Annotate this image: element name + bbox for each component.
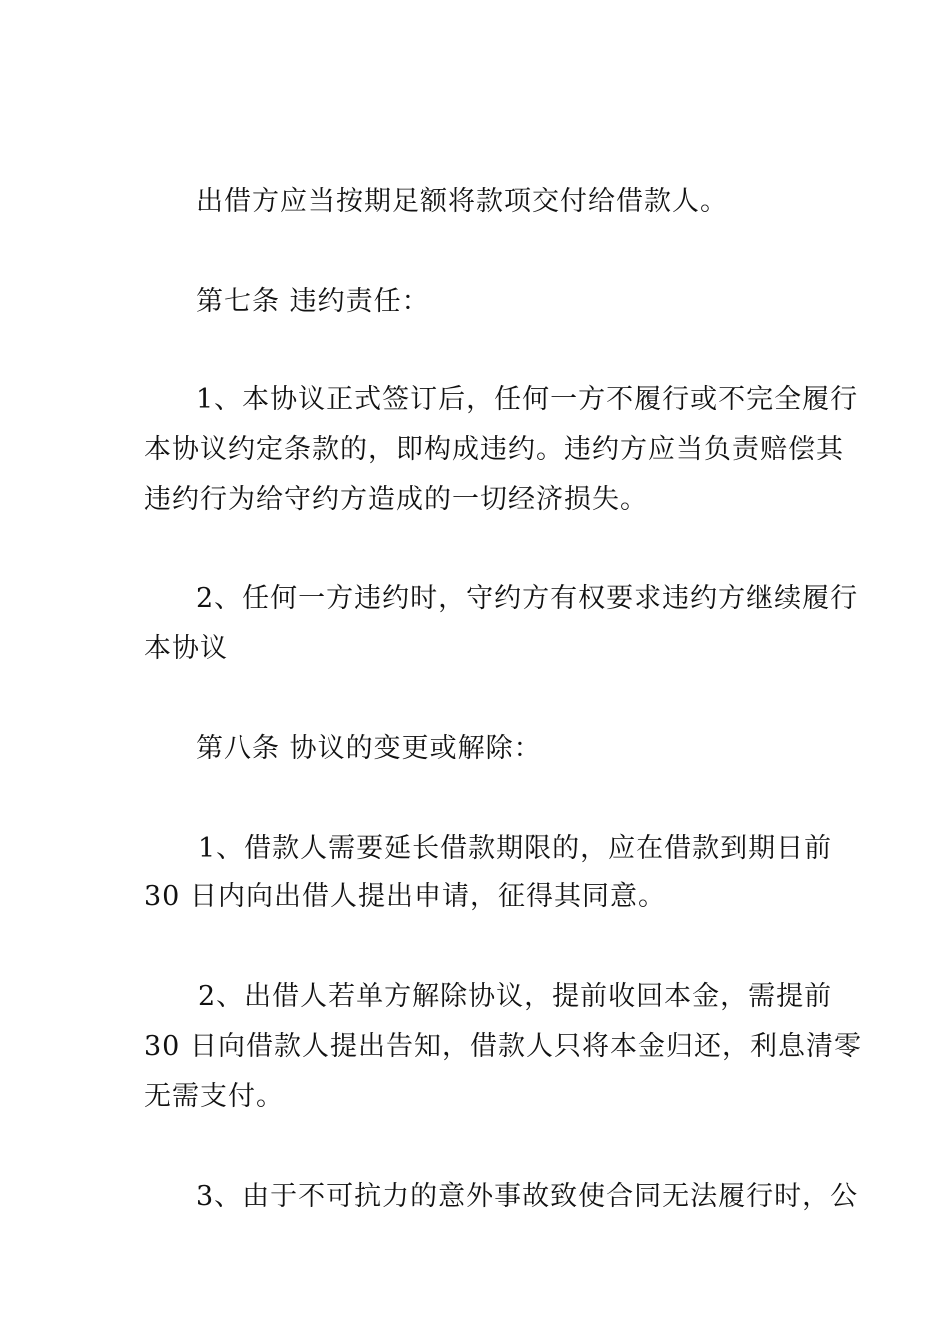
article-8-clause-3-line-1: 3、由于不可抗力的意外事故致使合同无法履行时，公: [196, 1181, 859, 1212]
article-8-heading: 第八条 协议的变更或解除：: [196, 733, 542, 764]
article-7-clause-2-line-1: 2、任何一方违约时，守约方有权要求违约方继续履行: [196, 583, 859, 614]
article-8-clause-1-line-1: 1、借款人需要延长借款期限的，应在借款到期日前: [198, 833, 833, 864]
article-7-heading: 第七条 违约责任：: [196, 286, 430, 317]
article-7-clause-2-line-2: 本协议: [144, 633, 228, 664]
article-7-clause-1-line-1: 1、本协议正式签订后，任何一方不履行或不完全履行: [196, 384, 859, 415]
article-8-clause-2-line-3: 无需支付。: [144, 1081, 284, 1112]
article-8-clause-1-line-2: 30 日内向出借人提出申请，征得其同意。: [144, 881, 666, 912]
article-8-clause-2-line-1: 2、出借人若单方解除协议，提前收回本金，需提前: [198, 981, 833, 1012]
article-7-clause-1-line-3: 违约行为给守约方造成的一切经济损失。: [144, 484, 648, 515]
article-8-clause-2-line-2: 30 日向借款人提出告知，借款人只将本金归还，利息清零: [144, 1031, 862, 1062]
article-7-clause-1-line-2: 本协议约定条款的，即构成违约。违约方应当负责赔偿其: [144, 434, 844, 465]
paragraph-delivery: 出借方应当按期足额将款项交付给借款人。: [196, 186, 728, 217]
